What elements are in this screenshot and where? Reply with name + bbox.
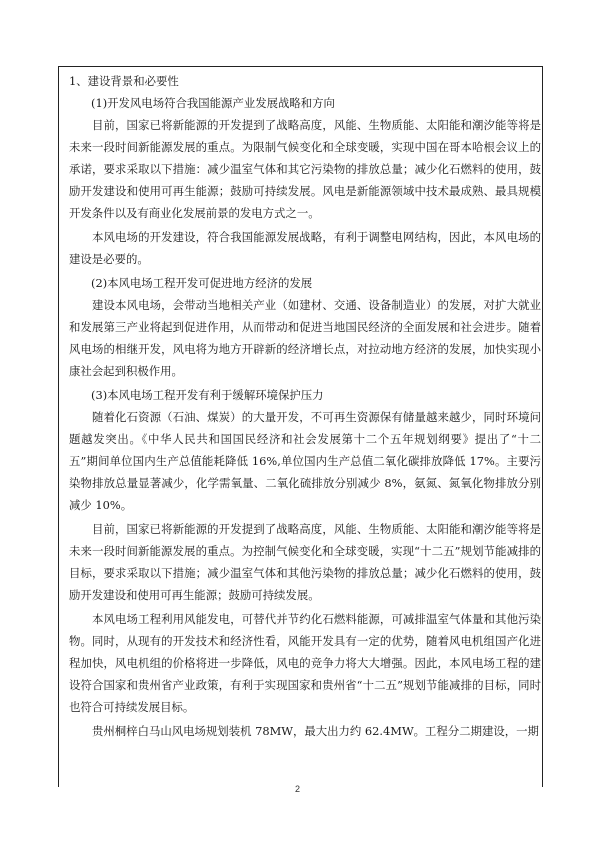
paragraph: 本风电场工程利用风能发电，可替代并节约化石燃料能源，可减排温室气体量和其他污染物。同时，从现有的开发技术和经济性看，风能开发具有一定的优势，随着风电机组国产化进程加快，风电机组的价格将进一步降低，风电的竞争力将大大增强。因此，本风电场工程的建设符合国家和贵州省产业政策，有利于实现国家和贵州省“十二五”规划节能减排的目标，同时也符合可持续发展目标。 (69, 612, 541, 714)
paragraph: 目前，国家已将新能源的开发提到了战略高度，风能、生物质能、太阳能和潮汐能等将是未来一段时间新能源发展的重点。为控制气候变化和全球变暖，实现“十二五”规划节能减排的目标，要求采取以下措施；减少温室气体和其他污染物的排放总量；减少化石燃料的使用，鼓励开发建设和使用可再生能源；鼓励可持续发展。 (69, 522, 541, 602)
page-number: 2 (294, 784, 300, 794)
paragraph: 贵州桐梓白马山风电场规划装机 78MW，最大出力约 62.4MW。工程分二期建设，一期 (92, 724, 539, 738)
paragraph: 本风电场的开发建设，符合我国能源发展战略，有利于调整电网结构，因此，本风电场的建设是必要的。 (69, 230, 541, 266)
paragraph: 目前，国家已将新能源的开发提到了战略高度，风能、生物质能、太阳能和潮汐能等将是未来一段时间新能源发展的重点。为限制气候变化和全球变暖，实现中国在哥本哈根会议上的承诺，要求采取以下措施：减少温室气体和其它污染物的排放总量；减少化石燃料的使用，鼓励开发建设和使用可再生能源；鼓励可持续发展。风电是新能源领域中技术最成熟、最具规模开发条件以及有商业化发展前景的发电方式之一。 (69, 118, 541, 220)
paragraph: 随着化石资源（石油、煤炭）的大量开发，不可再生资源保有储量越来越少，同时环境问题越发突出。《中华人民共和国国民经济和社会发展第十二个五年规划纲要》提出了“十二五”期间单位国内生产总值能耗降低 16%,单位国内生产总值二氧化碳排放降低 17%。主要污染物排放总量显著减少，化学需氧量、二氧化硫排放分别减少 8%，氨氮、氮氧化物排放分别减少 10%。 (69, 410, 541, 512)
section-title: 1、建设背景和必要性 (69, 74, 179, 88)
paragraph: 建设本风电场，会带动当地相关产业（如建材、交通、设备制造业）的发展，对扩大就业和发展第三产业将起到促进作用，从而带动和促进当地国民经济的全面发展和社会进步。随着风电场的相继开发，风电将为地方开辟新的经济增长点，对拉动地方经济的发展，加快实现小康社会起到积极作用。 (69, 298, 541, 378)
subsection-title-2: (2)本风电场工程开发可促进地方经济的发展 (91, 276, 313, 290)
subsection-title-1: (1)开发风电场符合我国能源产业发展战略和方向 (91, 96, 335, 110)
subsection-title-3: (3)本风电场工程开发有利于缓解环境保护压力 (91, 388, 324, 402)
document-body (69, 70, 541, 742)
